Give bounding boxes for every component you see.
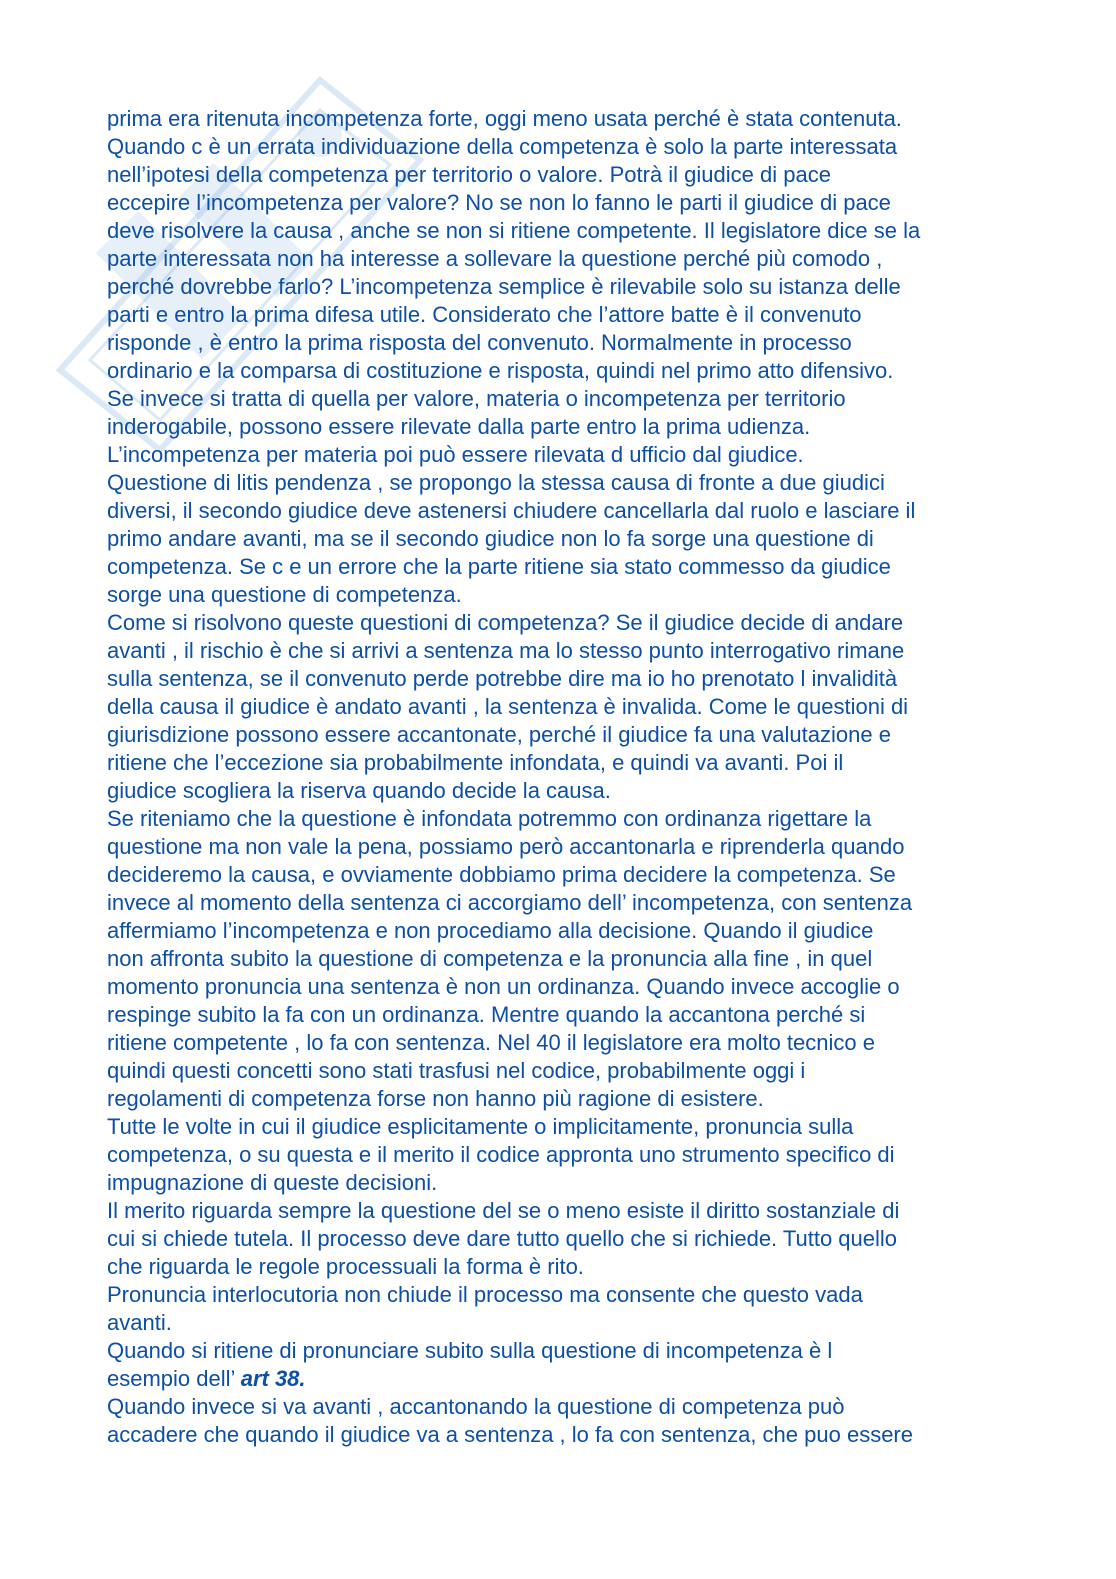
document-body [107,105,1017,1449]
text-line: Pronuncia interlocutoria non chiude il processo ma consente che questo vada [107,1282,863,1307]
text-line: quindi questi concetti sono stati trasfusi nel codice, probabilmente oggi i [107,1058,806,1083]
text-line: regolamenti di competenza forse non hanno più ragione di esistere. [107,1086,764,1111]
text-line: prima era ritenuta incompetenza forte, oggi meno usata perché è stata contenuta. [107,106,902,131]
text-line: momento pronuncia una sentenza è non un ordinanza. Quando invece accoglie o [107,974,900,999]
text-line: Quando si ritiene di pronunciare subito sulla questione di incompetenza è l [107,1338,833,1363]
text-line: sorge una questione di competenza. [107,582,462,607]
text-line: impugnazione di queste decisioni. [107,1170,438,1195]
text-line: ritiene che l’eccezione sia probabilmente infondata, e quindi va avanti. Poi il [107,750,844,775]
text-line: invece al momento della sentenza ci accorgiamo dell’ incompetenza, con sentenza [107,890,913,915]
text-line: diversi, il secondo giudice deve astenersi chiudere cancellarla dal ruolo e lasciare il [107,498,916,523]
text-line: Questione di litis pendenza , se propongo la stessa causa di fronte a due giudici [107,470,885,495]
text-line: risponde , è entro la prima risposta del convenuto. Normalmente in processo [107,330,852,355]
text-line: competenza. Se c e un errore che la parte ritiene sia stato commesso da giudice [107,554,891,579]
text-line: giurisdizione possono essere accantonate, perché il giudice fa una valutazione e [107,722,891,747]
text-line: perché dovrebbe farlo? L’incompetenza semplice è rilevabile solo su istanza delle [107,274,901,299]
text-line: Il merito riguarda sempre la questione del se o meno esiste il diritto sostanziale di [107,1198,900,1223]
text-line: Tutte le volte in cui il giudice esplicitamente o implicitamente, pronuncia sulla [107,1114,854,1139]
text-line: parti e entro la prima difesa utile. Considerato che l’attore batte è il convenuto [107,302,862,327]
text-line: inderogabile, possono essere rilevate dalla parte entro la prima udienza. [107,414,811,439]
text-line: avanti. [107,1310,172,1335]
text-line: Se riteniamo che la questione è infondata potremmo con ordinanza rigettare la [107,806,872,831]
text-line: eccepire l’incompetenza per valore? No se non lo fanno le parti il giudice di pace [107,190,891,215]
text-line: Quando invece si va avanti , accantonando la questione di competenza può [107,1394,845,1419]
text-line: che riguarda le regole processuali la forma è rito. [107,1254,584,1279]
text-line: parte interessata non ha interesse a sollevare la questione perché più comodo , [107,246,883,271]
text-line-art-reference [107,1365,1017,1393]
text-line: respinge subito la fa con un ordinanza. Mentre quando la accantona perché si [107,1002,866,1027]
text-line: nell’ipotesi della competenza per territorio o valore. Potrà il giudice di pace [107,162,831,187]
text-line: non affronta subito la questione di competenza e la pronuncia alla fine , in quel [107,946,873,971]
text-line: Come si risolvono queste questioni di competenza? Se il giudice decide di andare [107,610,904,635]
text-line: sulla sentenza, se il convenuto perde potrebbe dire ma io ho prenotato l invalidità [107,666,898,691]
text-line: avanti , il rischio è che si arrivi a sentenza ma lo stesso punto interrogativo rimane [107,638,905,663]
art-line-prefix: esempio dell’ [107,1366,241,1391]
text-line: affermiamo l’incompetenza e non procediamo alla decisione. Quando il giudice [107,918,874,943]
text-line: ritiene competente , lo fa con sentenza. Nel 40 il legislatore era molto tecnico e [107,1030,875,1055]
text-line: primo andare avanti, ma se il secondo giudice non lo fa sorge una questione di [107,526,874,551]
text-line: giudice scogliera la riserva quando decide la causa. [107,778,611,803]
text-line: competenza, o su questa e il merito il codice appronta uno strumento specifico di [107,1142,895,1167]
text-line: accadere che quando il giudice va a sentenza , lo fa con sentenza, che puo essere [107,1422,913,1447]
text-line: decideremo la causa, e ovviamente dobbiamo prima decidere la competenza. Se [107,862,896,887]
text-line: ordinario e la comparsa di costituzione e risposta, quindi nel primo atto difensivo. [107,358,894,383]
text-line: cui si chiede tutela. Il processo deve dare tutto quello che si richiede. Tutto quello [107,1226,898,1251]
article-reference: art 38. [240,1366,306,1391]
text-line: L’incompetenza per materia poi può essere rilevata d ufficio dal giudice. [107,442,804,467]
text-line: deve risolvere la causa , anche se non si ritiene competente. Il legislatore dice se la [107,218,921,243]
text-line: della causa il giudice è andato avanti , la sentenza è invalida. Come le questioni di [107,694,909,719]
text-line: questione ma non vale la pena, possiamo però accantonarla e riprenderla quando [107,834,905,859]
text-line: Quando c è un errata individuazione della competenza è solo la parte interessata [107,134,898,159]
text-line: Se invece si tratta di quella per valore, materia o incompetenza per territorio [107,386,846,411]
